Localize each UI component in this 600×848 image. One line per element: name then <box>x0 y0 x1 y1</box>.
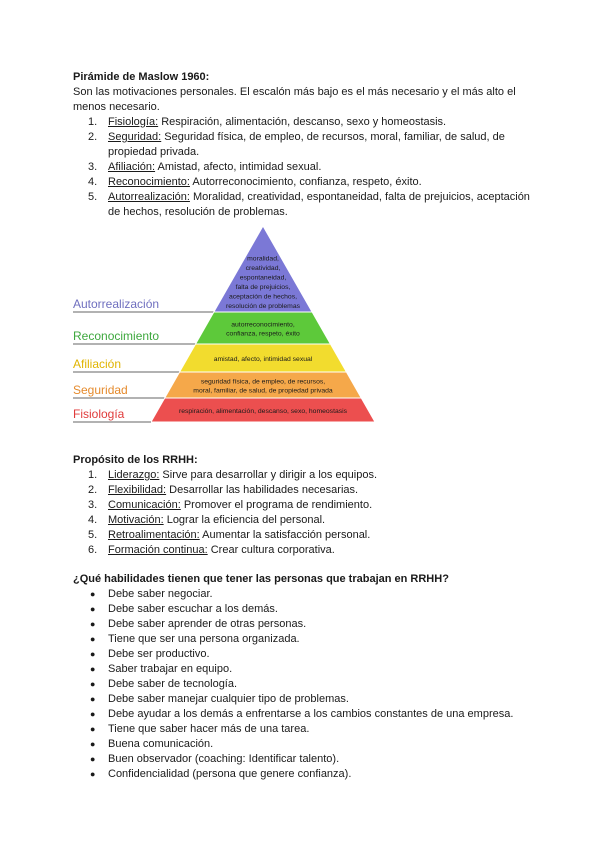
bullet-icon: ● <box>90 724 96 734</box>
pyramid-level-text: creatividad, <box>245 264 281 272</box>
list-item: 5. Autorrealización: Moralidad, creatividad, espontaneidad, falta de prejuicios, aceptación de hechos, resolución de problemas. <box>88 191 530 218</box>
bullet-icon: ● <box>90 634 96 644</box>
pyramid-level-label: Seguridad <box>73 383 128 397</box>
maslow-pyramid <box>73 224 533 439</box>
pyramid-level-text: falta de prejuicios, <box>235 283 291 291</box>
pyramid-level-label: Reconocimiento <box>73 329 160 343</box>
pyramid-figure <box>73 224 533 439</box>
pyramid-level-label: Fisiología <box>73 407 125 421</box>
document-page <box>73 70 533 782</box>
list-item: 1. Fisiología: Respiración, alimentación, descanso, sexo y homeostasis. <box>88 116 447 128</box>
list-item: 2. Flexibilidad: Desarrollar las habilidades necesarias. <box>88 484 359 496</box>
list-item: 4. Motivación: Lograr la eficiencia del personal. <box>88 514 326 526</box>
maslow-intro: Son las motivaciones personales. El escalón más bajo es el más necesario y el más alto el menos necesario. <box>73 86 516 113</box>
list-item: ● Debe saber negociar. <box>90 588 213 600</box>
bullet-icon: ● <box>90 739 96 749</box>
list-item: ● Tiene que saber hacer más de una tarea. <box>90 723 310 735</box>
list-item: 4. Reconocimiento: Autorreconocimiento, confianza, respeto, éxito. <box>88 176 422 188</box>
list-item: ● Debe ayudar a los demás a enfrentarse a los cambios constantes de una empresa. <box>90 708 514 720</box>
list-item: 3. Afiliación: Amistad, afecto, intimidad sexual. <box>88 161 322 173</box>
list-item: 1. Liderazgo: Sirve para desarrollar y dirigir a los equipos. <box>88 469 378 481</box>
list-item: 2. Seguridad: Seguridad física, de empleo, de recursos, moral, familiar, de salud, de propiedad privada. <box>88 131 505 158</box>
pyramid-level-text: resolución de problemas <box>225 302 301 310</box>
list-item: ● Debe saber manejar cualquier tipo de problemas. <box>90 693 349 705</box>
list-item: ● Saber trabajar en equipo. <box>90 663 233 675</box>
pyramid-level-text: seguridad física, de empleo, de recursos, <box>200 378 326 386</box>
pyramid-level-text: aceptación de hechos, <box>228 293 298 301</box>
pyramid-level-text: moral, familiar, de salud, de propiedad privada <box>193 387 333 395</box>
pyramid-level-text: respiración, alimentación, descanso, sexo, homeostasis <box>178 408 348 415</box>
list-item: ● Debe saber escuchar a los demás. <box>90 603 278 615</box>
list-item: ● Debe saber aprender de otras personas. <box>90 618 307 630</box>
pyramid-level-text: confianza, respeto, éxito <box>226 330 300 338</box>
pyramid-level-label: Autorrealización <box>73 297 160 311</box>
pyramid-level-text: espontaneidad, <box>239 274 287 282</box>
bullet-icon: ● <box>90 664 96 674</box>
rrhh-title: Propósito de los RRHH: <box>73 454 198 466</box>
bullet-icon: ● <box>90 649 96 659</box>
bullet-icon: ● <box>90 679 96 689</box>
list-item: ● Confidencialidad (persona que genere confianza). <box>90 768 352 780</box>
list-item: ● Debe ser productivo. <box>90 648 210 660</box>
rrhh-list <box>73 468 533 558</box>
maslow-title: Pirámide de Maslow 1960: <box>73 71 210 83</box>
skills-list <box>73 587 533 782</box>
list-item: 6. Formación continua: Crear cultura corporativa. <box>88 544 335 556</box>
skills-title: ¿Qué habilidades tienen que tener las personas que trabajan en RRHH? <box>73 573 449 585</box>
bullet-icon: ● <box>90 769 96 779</box>
bullet-icon: ● <box>90 604 96 614</box>
pyramid-level-text: amistad, afecto, intimidad sexual <box>213 356 313 363</box>
list-item: ● Debe saber de tecnología. <box>90 678 238 690</box>
pyramid-level-text: moralidad, <box>247 255 279 263</box>
pyramid-level-label: Afiliación <box>73 357 122 371</box>
list-item: 5. Retroalimentación: Aumentar la satisfacción personal. <box>88 529 371 541</box>
bullet-icon: ● <box>90 754 96 764</box>
list-item: 3. Comunicación: Promover el programa de rendimiento. <box>88 499 373 511</box>
pyramid-level-text: autorreconocimiento, <box>231 321 295 329</box>
bullet-icon: ● <box>90 694 96 704</box>
list-item: ● Buena comunicación. <box>90 738 214 750</box>
list-item: ● Tiene que ser una persona organizada. <box>90 633 300 645</box>
maslow-list <box>73 115 533 220</box>
bullet-icon: ● <box>90 619 96 629</box>
bullet-icon: ● <box>90 589 96 599</box>
bullet-icon: ● <box>90 709 96 719</box>
list-item: ● Buen observador (coaching: Identificar talento). <box>90 753 340 765</box>
